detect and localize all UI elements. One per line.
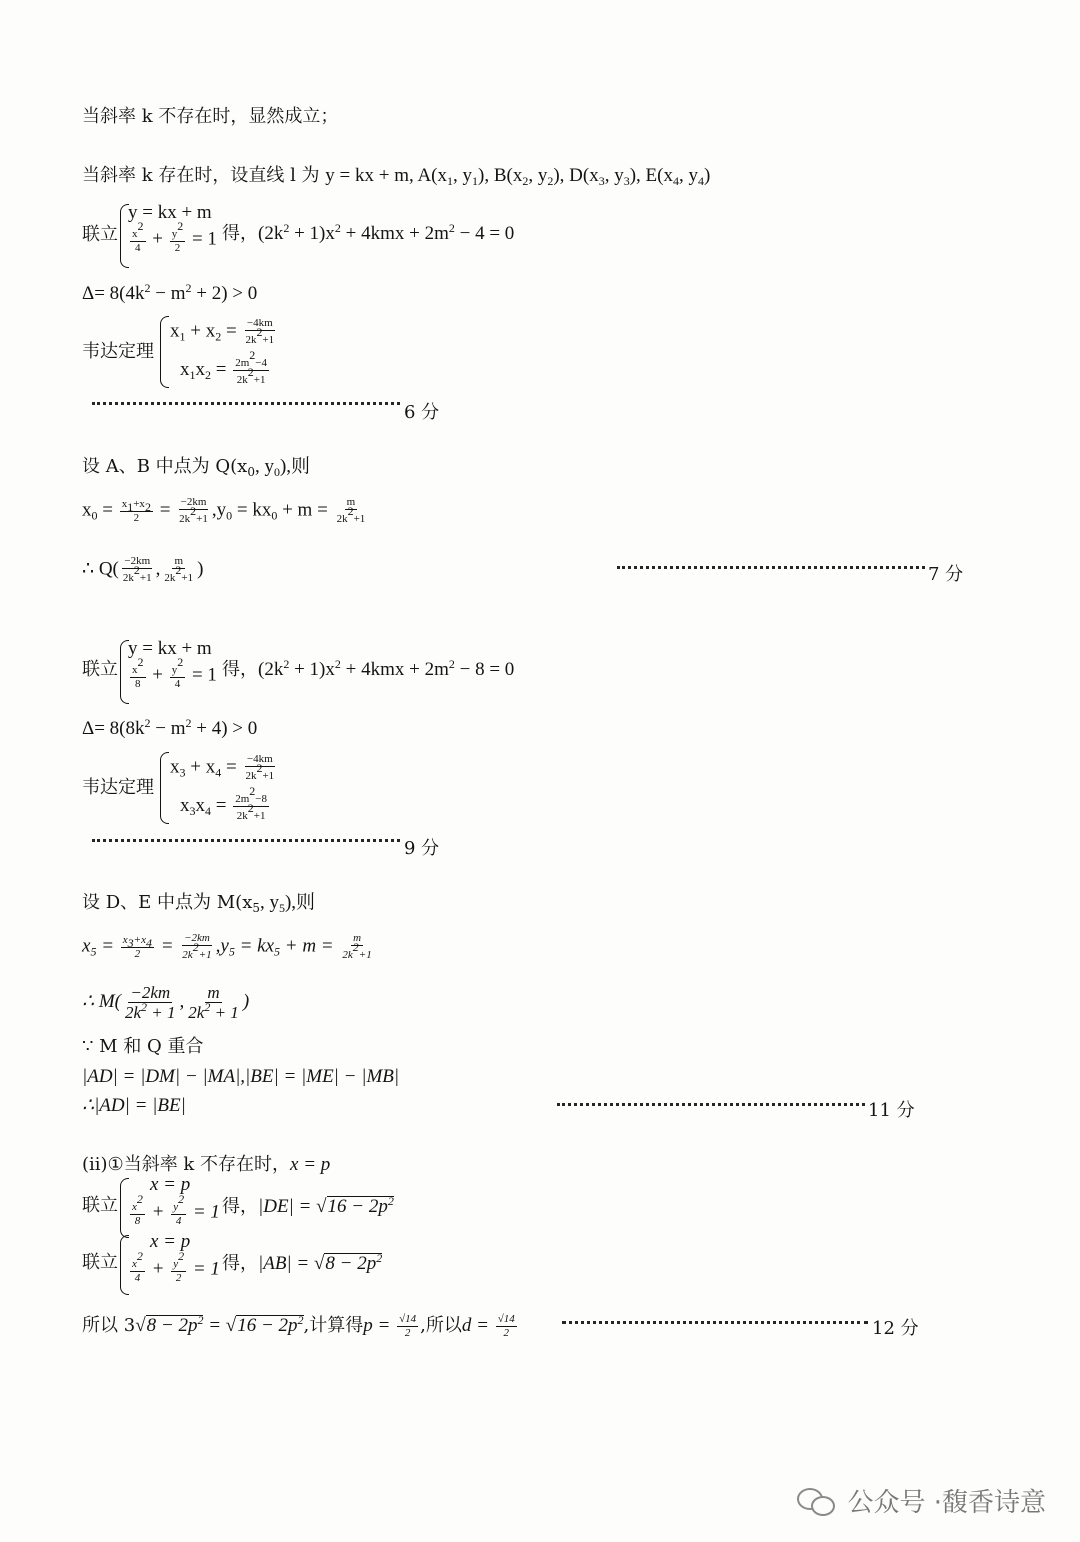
vieta1-brace — [160, 316, 169, 388]
dotted-leader-7 — [617, 566, 925, 569]
vieta1-sum: $x_1 + x_2$ = $\frac{-4km}{2k^2+1}$ — [170, 317, 275, 346]
system1-eq1: y = kx + m — [128, 202, 212, 223]
vieta1-product: $x_1x_2$ = $\frac{2m^2-4}{2k^2+1}$ — [180, 348, 267, 386]
watermark — [797, 1482, 1046, 1519]
m-coordinates-calc: $x_5$ = $\frac{x_3+x_4}{2}$ = $\frac{-2km}{2k^2+1}$ $,y_5 = kx_5 + m$ = $\frac{m}{2k^2+1}$ — [82, 932, 372, 961]
line-equation: y = kx + m, $A(x_1$, $y_1$), $B(x_2$, $y_2$), $D(x_3$, $y_3$), $E(x_4$, $y_4$) — [325, 165, 711, 188]
set-line-text: 当斜率 k 存在时，设直线 l 为 — [82, 165, 320, 186]
dotted-leader-6 — [92, 402, 400, 405]
system1-label: 联立 — [82, 224, 118, 245]
final-calculation: 所以 $3√8 - 2p^2 = √16 - 2p^2$,计算得p = $\frac{√14}{2}$ ,所以d = $\frac{√14}{2}$ — [82, 1312, 515, 1339]
system3-eq1: x = p — [150, 1174, 191, 1195]
conclusion-ad-be: ∴|AD| = |BE| — [82, 1095, 186, 1116]
dotted-leader-11 — [557, 1103, 865, 1106]
set-midpoint-q: 设 A、B 中点为 $Q(x_0$, $y_0$),则 — [82, 456, 311, 479]
system4-result: 得，$|AB| = √8 - 2p^2$ — [222, 1251, 383, 1274]
vieta1-label: 韦达定理 — [82, 341, 154, 362]
score-7: 7 分 — [928, 564, 964, 585]
dotted-leader-9 — [92, 839, 400, 842]
system4-eq2: $\frac{x^2}{4}$ + $\frac{y^2}{2}$ = 1 — [132, 1249, 220, 1284]
system3-result: 得，$|DE| = √16 - 2p^2$ — [222, 1194, 394, 1217]
q-point: ∴ Q( $\frac{-2km}{2k^2+1}$ , $\frac{m}{2k^2+1}$ ) — [82, 555, 204, 584]
vieta2-product: $x_3x_4$ = $\frac{2m^2-8}{2k^2+1}$ — [180, 784, 267, 822]
statement-no-slope: 当斜率 k 不存在时，显然成立； — [82, 106, 339, 127]
score-11: 11 分 — [868, 1100, 915, 1121]
score-6: 6 分 — [404, 402, 440, 423]
system2-label: 联立 — [82, 659, 118, 680]
score-12: 12 分 — [872, 1318, 919, 1339]
system2-eq1: y = kx + m — [128, 638, 212, 659]
vieta2-sum: $x_3 + x_4$ = $\frac{-4km}{2k^2+1}$ — [170, 753, 275, 782]
vieta2-brace — [160, 752, 169, 824]
q-coordinates-calc: $x_0$ = $\frac{x_1+x_2}{2}$ = $\frac{-2km}{2k^2+1}$ $,y_0 = kx_0 + m$ = $\frac{m}{2k^2+1}$ — [82, 496, 366, 525]
delta2: $\Delta= 8(8k^2 - m^2 + 4) > 0$ — [82, 716, 258, 739]
score-9: 9 分 — [404, 838, 440, 859]
set-midpoint-m: 设 D、E 中点为 $M(x_5$, $y_5$),则 — [82, 892, 316, 915]
part-ii-header: (ii)①当斜率 k 不存在时，x = p — [82, 1154, 331, 1175]
system4-eq1: x = p — [150, 1231, 191, 1252]
m-point: ∴ M( $\frac{-2km}{2k^2 + 1}$ , $\frac{m}{2k^2 + 1}$ ) — [82, 983, 250, 1022]
watermark-account: 馥香诗意 — [941, 1488, 1046, 1518]
system1-result: 得，$(2k^2 + 1)x^2 + 4kmx + 2m^2 - 4 = 0$ — [222, 221, 515, 244]
abs-relations: |AD| = |DM| − |MA|,|BE| = |ME| − |MB| — [82, 1066, 400, 1087]
dotted-leader-12 — [562, 1321, 868, 1324]
vieta2-label: 韦达定理 — [82, 777, 154, 798]
system2-eq2: $\frac{x^2}{8}$ + $\frac{y^2}{4}$ = 1 — [132, 655, 217, 690]
system3-label: 联立 — [82, 1195, 118, 1216]
system4-label: 联立 — [82, 1252, 118, 1273]
watermark-label: 公众号 · — [847, 1488, 942, 1518]
statement-set-line — [82, 165, 711, 188]
system3-eq2: $\frac{x^2}{8}$ + $\frac{y^2}{4}$ = 1 — [132, 1192, 220, 1227]
system2-result: 得，$(2k^2 + 1)x^2 + 4kmx + 2m^2 - 8 = 0$ — [222, 657, 515, 680]
m-q-coincide: ∵ M 和 Q 重合 — [82, 1036, 204, 1057]
wechat-icon — [797, 1486, 837, 1516]
system1-eq2: $\frac{x^2}{4}$ + $\frac{y^2}{2}$ = 1 — [132, 219, 217, 254]
delta1: $\Delta= 8(4k^2 - m^2 + 2) > 0$ — [82, 281, 258, 304]
